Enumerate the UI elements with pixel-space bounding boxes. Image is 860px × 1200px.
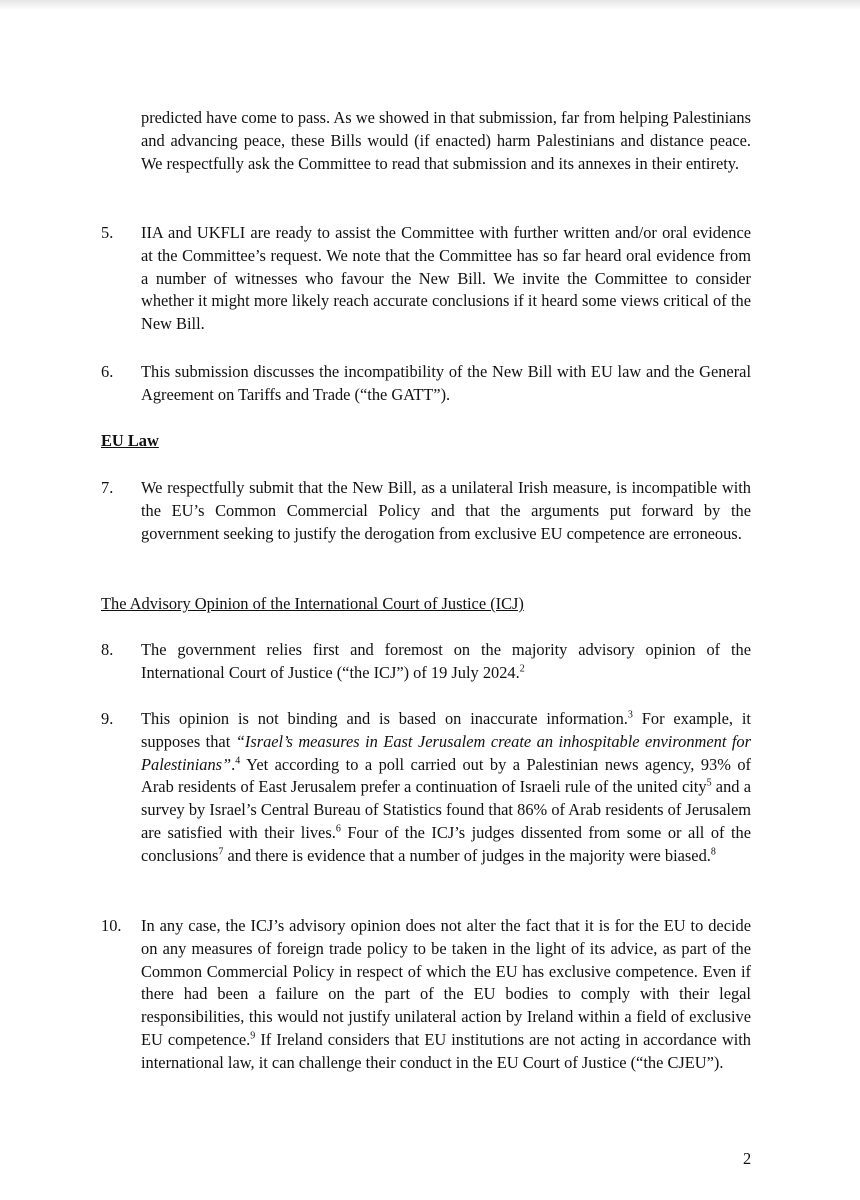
paragraph-text [141,915,751,1075]
footnote-ref-7: 7 [218,846,224,858]
paragraph-text [141,708,751,868]
paragraph-text: We respectfully submit that the New Bill, as a unilateral Irish measure, is incompatible with the EU’s Common Commercial Policy and that the arguments put forward by the government seeking to justify the derogation from exclusive EU competence are erroneous. [141,478,751,543]
text-run: The government relies first and foremost on the majority advisory opinion of the International Court of Justice (“the ICJ”) of 19 July 2024. [141,640,751,682]
footnote-ref-6: 6 [335,823,341,835]
paragraph-number: 10. [101,916,122,935]
quoted-text: “Israel’s measures in East Jerusalem create an inhospitable environment for Palestinians” [141,731,751,774]
text-run: . [231,754,236,774]
paragraph-number: 9. [101,709,114,728]
paragraph-9 [101,708,751,868]
continuation-paragraph: predicted have come to pass. As we showed in that submission, far from helping Palestinians and advancing peace, these Bills would (if enacted) harm Palestinians and distance peace. We respectfully ask the Committee to read that submission and its annexes in their entirety. [141,108,751,173]
text-run: and a survey by Israel’s Central Bureau of Statistics found that 86% of Arab residents of Jerusalem are satisfied with their lives. [141,777,751,842]
paragraph-8 [101,639,751,685]
text-run: Four of the ICJ’s judges dissented from some or all of the conclusions [141,822,751,865]
footnote-ref-9: 9 [250,1030,256,1042]
paragraph-text [141,639,751,685]
section-heading-eu-law: EU Law [101,431,159,450]
paragraph-text: IIA and UKFLI are ready to assist the Committee with further written and/or oral evidence at the Committee’s request. We note that the Committee has so far heard oral evidence from a number of witnesses who favour the New Bill. We invite the Committee to consider whether it might more likely reach accurate conclusions if it heard some views critical of the New Bill. [141,223,751,334]
paragraph-7 [101,477,751,545]
text-run: Yet according to a poll carried out by a Palestinian news agency, 93% of Arab residents of East Jerusalem prefer a continuation of Israeli rule of the united city [141,754,751,797]
paragraph-number: 5. [101,223,114,242]
paragraph-number: 7. [101,478,114,497]
paragraph-6 [101,361,751,407]
text-run: In any case, the ICJ’s advisory opinion does not alter the fact that it is for the EU to decide on any measures of foreign trade policy to be taken in the light of its advice, as part of the Common Commercial Policy in respect of which the EU has exclusive competence. Even if there had been a failure on the part of the EU bodies to comply with their legal responsibilities, this would not justify unilateral action by Ireland within a field of exclusive EU competence. [141,916,751,1049]
text-run: This opinion is not binding and is based on inaccurate information. [141,709,628,728]
footnote-ref-4: 4 [235,755,241,767]
subheading-icj-advisory-opinion: The Advisory Opinion of the International Court of Justice (ICJ) [101,594,524,613]
footnote-ref-2: 2 [519,663,525,675]
page-number: 2 [743,1149,752,1168]
paragraph-number: 6. [101,362,114,381]
footnote-ref-3: 3 [627,709,633,721]
paragraph-number: 8. [101,640,114,659]
text-run: and there is evidence that a number of judges in the majority were biased. [223,845,711,865]
text-run: If Ireland considers that EU institutions are not acting in accordance with international law, it can challenge their conduct in the EU Court of Justice (“the CJEU”). [141,1029,751,1072]
paragraph-text: This submission discusses the incompatibility of the New Bill with EU law and the General Agreement on Tariffs and Trade (“the GATT”). [141,362,751,404]
paragraph-5 [101,222,751,336]
paragraph-10 [101,915,751,1075]
footnote-ref-8: 8 [710,846,716,858]
footnote-ref-5: 5 [706,777,712,789]
text-run: For example, it supposes that [141,709,751,751]
top-shadow [0,0,860,10]
